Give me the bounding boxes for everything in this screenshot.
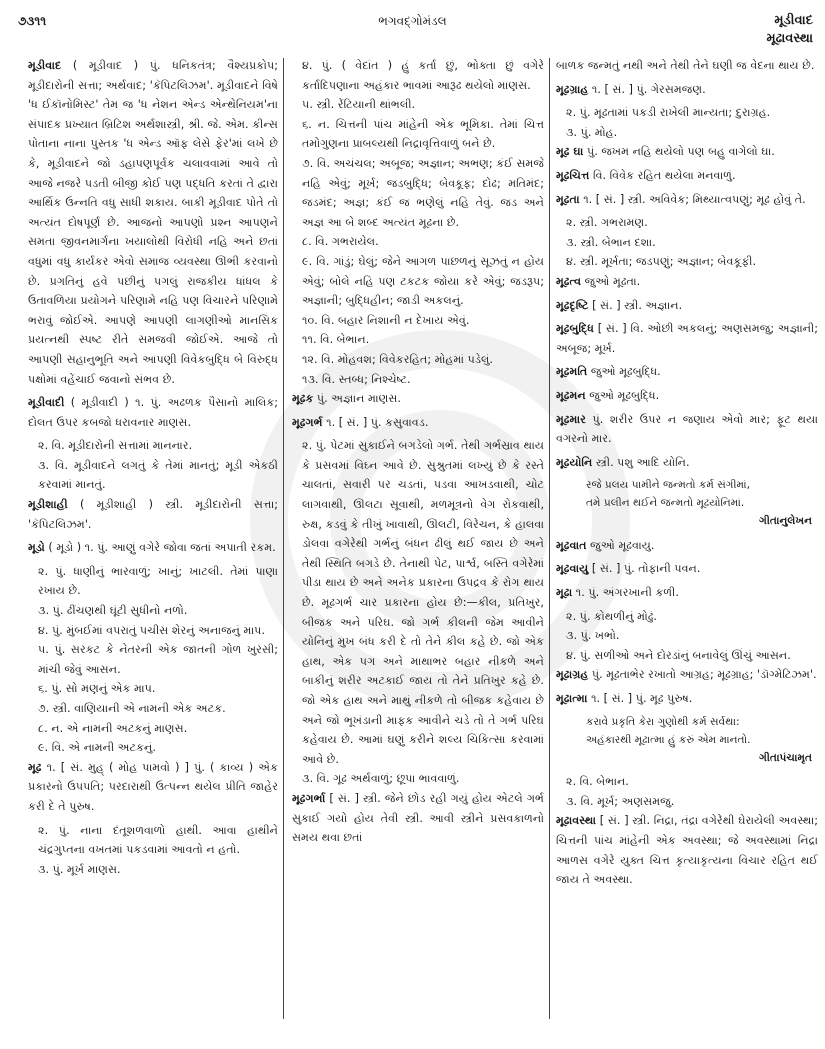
- entry-headword: મૂઢાત્મા: [556, 692, 588, 706]
- entry-headword: મૂડીશાહી: [28, 498, 68, 512]
- dictionary-entry: [556, 296, 818, 316]
- dictionary-entry: [28, 758, 278, 817]
- entry-headword: મૂઢ: [28, 760, 42, 774]
- entry-headword: મૂઢમાર: [556, 412, 586, 426]
- dictionary-entry: [556, 811, 818, 889]
- column-divider: [283, 58, 284, 1019]
- entry-headword: મૂઢવાયુ: [556, 562, 589, 576]
- guide-word-last: મૂઢાવસ્થા: [766, 31, 813, 46]
- entry-sense: ૬. ન. ચિત્તની પાંચ માંહેની એક ભૂમિકા. તેમાં ચિત્ત તમોગુણના પ્રાબલ્યથી નિદ્રાવૃત્તિવાળું બને છે.: [302, 117, 544, 151]
- entry-sense: ૨. પું. નાના દંતૂશળવાળો હાથી. આવા હાથીને ચંદ્રગુપ્તના વખતમાં પકડવામાં આવતો ન હતો.: [38, 823, 278, 857]
- dictionary-entry: [556, 80, 818, 100]
- dictionary-entry: [556, 583, 818, 603]
- entry-headword: મૂઢવાત: [556, 538, 587, 552]
- entry-definition: ( મૂડીવાદી ) ૧. પું. અઢળક પૈસાનો માલિક; દોલત ઉપર કબજો ધરાવનાર માણસ.: [28, 396, 278, 429]
- entry-definition: [ સં. ] વિ. ઓછી અકલનું; અણસમજુ; અજ્ઞાની; અબૂજ; મૂર્ખ.: [556, 322, 818, 355]
- entry-sense: ૪. પું. ( વેદાંત ) હું કર્તા છું, ભોક્તા છું વગેરે કર્તાદિપણાના અહંકાર ભાવમાં આરૂઢ થયેલો માણસ.: [302, 59, 544, 92]
- dictionary-entry: [556, 272, 818, 292]
- dictionary-entry: [556, 142, 818, 162]
- dictionary-entry: [556, 410, 818, 449]
- entry-sense: ૯. વિ. એ નામની અટકનું.: [38, 741, 156, 755]
- entry-sense: ૧૦. વિ. બહાર નિશાની ન દેખાય એવું.: [302, 313, 470, 327]
- entry-sense: ૫. પું. સરકટ કે નેતરની એક જાતની ગોળ ખુરસી; માંચી જેવું આસન.: [38, 643, 278, 676]
- entry-headword: મૂઢમન: [556, 388, 586, 402]
- entry-sense: ૧૧. વિ. બેભાન.: [302, 333, 370, 347]
- entry-sense: ૨. પું. ધાણીનું ભારવાળું; ખાનું; ખાટલી. તેમાં પાણા રખાય છે.: [38, 564, 278, 598]
- entry-definition: જુઓ મૂઢવાયુ.: [590, 538, 655, 552]
- entry-sense: ૮. ન. એ નામની અટકનું માણસ.: [38, 721, 188, 735]
- entry-definition: પું. અજ્ઞાન માણસ.: [316, 392, 401, 406]
- entry-sense: ૩. પું. મોહ.: [566, 125, 618, 139]
- guide-words: [766, 12, 813, 48]
- entry-definition: પું. શરીર ઉપર ન જણાય એવો માર; ફૂટ થયા વગરનો માર.: [556, 412, 818, 446]
- entry-definition: ૧. [ સં. ] સ્ત્રી. અવિવેક; મિથ્યાત્વપણું; મૂઢ હોવું તે.: [583, 192, 806, 206]
- entry-definition: જુઓ મૂઢબુદ્ધિ.: [590, 365, 661, 379]
- entry-definition: ( મૂડીવાદ ) પું. ધનિકતંત્ર; વૈશ્યપ્રકોપ; મૂડીદારોની સત્તા; અર્થવાદ; 'કૅપિટલિઝમ'. મૂડીવાદને વિષે 'ધ ઈકૉનોમિસ્ટ' તેમ જ 'ધ નેશન એન્ડ એન્થેનિયમ'ના સંપાદક પ્રખ્યાત બ્રિટિશ અર્થશાસ્ત્રી, શ્રી. જે. એમ. કીન્સ પોતાના નાના પુસ્તક 'ધ એન્ડ ઑફ લેસે ફેર'માં લખે છે કે, મૂડીવાદને જો ડહાપણપૂર્વક ચલાવવામાં આવે તો આજે નજરે પડતી બીજી કોઈ પણ પદ્ધતિ કરતાં તે દ્વારા આર્થિક ઉન્નતિ વધુ સાધી શકાય. બાકી મૂડીવાદ પોતે તો અત્યંત દોષપૂર્ણ છે. આજનો આપણો પ્રશ્ન આપણને સમતા જીવનમાર્ગના ખયાલોથી વિરોધી નહિ અને છતાં વધુમાં વધુ કાર્યકર એવો સમાજ વ્યવસ્થા ઊભી કરવાનો છે. પ્રગતિનું હવે પછીનું પગલું રાજકીય ધાંધલ કે ઉતાવળિયા પ્રયોગને પરિણામે નહિ પણ વિચારને પરિણામે ભરાવું જોઈએ. આપણે આપણી લાગણીઓ માનસિક પ્રયત્નથી સ્પષ્ટ રીતે સમજવી જોઈએ. આજે તો આપણી સહાનુભૂતિ અને આપણી વિવેકબુદ્ધિ બે વિરુદ્ધ પક્ષોમાં વહેંચાઈ જવાનો સંભવ છે.: [28, 59, 278, 386]
- entry-sense: ૭. વિ. અચંચલ; અબૂજ; અજ્ઞાન; અભણ; કંઈ સમજે નહિ એવું; મૂર્ખ; જડબુદ્ધિ; બેવકૂફ; દોઢ; મતિમંદ; જડમંદ; અજ્ઞ; કંઈ જ ભણેલું નહિ તેવું. જડ અને અજ્ઞ આ બે શબ્દ અત્યંત મૂઢના છે.: [302, 156, 544, 229]
- entry-definition: સ્ત્રી. પશુ આદિ યોનિ.: [595, 455, 690, 469]
- verse-quote-line: તમે પ્રલીન થઈને જન્મતો મૂઢયોનિમાં.: [586, 497, 745, 510]
- verse-source: ગીતાપંચામૃત: [759, 751, 812, 764]
- entry-sense: ૩. પું. મૂર્ખ માણસ.: [38, 862, 121, 876]
- column-1: [28, 56, 278, 1049]
- entry-sense: ૪. પું. મુંબઈમાં વપરાતું પચીસ શેરનું અનાજનું માપ.: [38, 623, 266, 637]
- entry-sense: ૩. વિ. મૂડીવાદને લગતું કે તેમાં માનતું; મૂડી એકઠી કરવામાં માનતું.: [38, 458, 278, 492]
- entry-sense: ૫. સ્ત્રી. રેંટિયાની થાંભલી.: [302, 98, 416, 112]
- entry-sense: ૩. સ્ત્રી. બેભાન દશા.: [566, 235, 656, 249]
- column-2: [292, 56, 544, 1049]
- page-header: [0, 0, 825, 52]
- guide-word-first: મૂડીવાદ: [774, 13, 813, 28]
- page-number: ૭૩૧૧: [18, 14, 47, 28]
- entry-headword: મૂઢગર્ભ: [292, 415, 323, 429]
- entry-definition: જુઓ મૂઢતા.: [584, 274, 641, 288]
- entry-headword: મૂઢાવસ્થા: [556, 814, 597, 828]
- entry-definition: ૧. [ સં. મુહ્ ( મોહ પામવો ) ] પું. ( કાવ્ય ) એક પ્રકારનો ઉપપતિ; પરદારાથી ઉત્પન્ન થયેલ પ્રીતિ જાહેર કરી દે તે પુરુષ.: [28, 760, 278, 813]
- dictionary-entry: [292, 413, 544, 433]
- entry-definition: વિ. વિવેક રહિત થયેલા મનવાળું.: [593, 168, 736, 182]
- entry-headword: મૂઢમતિ: [556, 365, 588, 379]
- entry-headword: મૂઢક: [292, 392, 314, 406]
- entry-sense: ૨. પું. કોથળીનું મોઢું.: [566, 609, 657, 623]
- entry-definition: ( મૂડીશાહી ) સ્ત્રી. મૂડીદારોની સત્તા; 'કૅપિટલિઝમ'.: [28, 498, 278, 531]
- entry-sense: ૩. વિ. ગૂઢ અર્થવાળું; છૂપા ભાવવાળું.: [302, 772, 460, 786]
- entry-headword: મૂઢાગ્રહ: [556, 668, 589, 682]
- entry-sense: ૨. સ્ત્રી. ગભરામણ.: [566, 216, 648, 230]
- dictionary-entry: [556, 453, 818, 473]
- entry-sense: ૬. પું. સો મણનું એક માપ.: [38, 682, 156, 696]
- entry-sense: ૨. પું. મૂઢતામાં પકડી રાખેલી માન્યતા; દુરાગ્રહ.: [566, 106, 771, 120]
- entry-sense: ૪. પું. સળીઓ અને દોરડાંનું બનાવેલું ઊંચું આસન.: [566, 648, 791, 662]
- verse-quote-line: કરાવે પ્રકૃતિ કેરા ગુણોથી કર્મ સર્વથા:: [586, 715, 740, 728]
- dictionary-entry: [28, 56, 278, 389]
- entry-headword: મૂઢત્વ: [556, 274, 582, 288]
- entry-definition: ૧. [ સં. ] પું. કસુવાવડ.: [326, 415, 429, 429]
- entry-continuation: બાળક જન્મતું નથી અને તેથી તેને ઘણી જ વેદના થાય છે.: [556, 59, 815, 72]
- entry-sense: ૨. વિ. બેભાન.: [566, 775, 629, 789]
- entry-definition: ( મૂડો ) ૧. પું. આણું વગેરે જોવા જતાં અપાતી રકમ.: [48, 541, 276, 555]
- dictionary-entry: [556, 319, 818, 358]
- entry-sense: ૩. પું. ખભો.: [566, 629, 620, 643]
- entry-definition: જુઓ મૂઢબુદ્ધિ.: [589, 388, 660, 402]
- entry-headword: મૂઢબુદ્ધિ: [556, 322, 594, 336]
- column-divider: [549, 58, 550, 1019]
- dictionary-entry: [556, 166, 818, 186]
- entry-headword: મૂઢ ઘા: [556, 145, 584, 159]
- dictionary-entry: [28, 538, 278, 558]
- entry-sense: ૩. વિ. મૂર્ખ; અણસમજુ.: [566, 794, 675, 808]
- verse-quote-line: અહંકારથી મૂઢાત્મા હું કરું એમ માનતો.: [586, 733, 751, 746]
- entry-sense: ૧૨. વિ. મોહવશ; વિવેકરહિત; મોહમાં પડેલું.: [302, 352, 493, 366]
- entry-headword: મૂડીવાદ: [28, 59, 62, 72]
- entry-headword: મૂઢગ્રાહ: [556, 82, 589, 96]
- entry-headword: મૂઢા: [556, 586, 573, 600]
- dictionary-entry: [556, 386, 818, 406]
- dictionary-entry: [556, 559, 818, 579]
- verse-quote-line: રજે પ્રલય પામીને જન્મતો કર્મ સંગીમાં,: [586, 479, 750, 492]
- verse-source: ગીતાનુલેખન: [759, 515, 812, 528]
- dictionary-entry: [556, 689, 818, 709]
- entry-sense: ૨. વિ. મૂડીદારોની સત્તામાં માનનાર.: [38, 439, 193, 453]
- dictionary-entry: [292, 389, 544, 409]
- entry-sense: ૩. પું. ઢીંચણથી ઘૂંટી સુધીનો નળો.: [38, 604, 188, 618]
- entry-definition: ૧. [ સં. ] પું. ગેરસમજણ.: [591, 82, 706, 96]
- entry-sense: ૮. વિ. ગભરાયેલ.: [302, 235, 379, 249]
- entry-headword: મૂડીવાદી: [28, 396, 65, 410]
- dictionary-entry: [556, 190, 818, 210]
- entry-headword: મૂઢચિત્ત: [556, 168, 590, 182]
- entry-sense: ૪. સ્ત્રી. મૂર્ખતા; જડપણું; અજ્ઞાન; બેવકૂફી.: [566, 255, 757, 269]
- entry-sense: ૧૩. વિ. સ્તબ્ધ; નિશ્ચેષ્ટ.: [302, 372, 411, 386]
- entry-headword: મૂડો: [28, 541, 45, 555]
- entry-definition: [ સં. ] સ્ત્રી. નિદ્રા, તંદ્રા વગેરેથી ઘેરાયેલી અવસ્થા; ચિત્તની પાંચ માંહેની એક અવસ્થા; જે અવસ્થામાં નિદ્રા આળસ વગેરે યુક્ત ચિત્ત કૃત્યાકૃત્યના વિચાર રહિત થઈ જાય તે અવસ્થા.: [556, 814, 818, 887]
- book-title: ભગવદ્‍ગોમંડલ: [378, 14, 447, 28]
- entry-definition: [ સં. ] સ્ત્રી. અજ્ઞાન.: [592, 298, 683, 312]
- entry-sense: ૭. સ્ત્રી. વાણિયાની એ નામની એક અટક.: [38, 702, 226, 715]
- entry-headword: મૂઢગર્ભા: [292, 791, 326, 805]
- entry-definition: ૧. [ સં. ] પું. મૂઢ પુરુષ.: [591, 692, 693, 706]
- entry-definition: [ સં. ] પું. તોફાની પવન.: [591, 562, 701, 576]
- entry-headword: મૂઢતા: [556, 192, 580, 206]
- dictionary-entry: [28, 495, 278, 534]
- entry-definition: [ સં. ] સ્ત્રી. જેને છોડ રહી ગયું હોય એટલે ગર્ભ સુકાઈ ગયો હોય તેવી સ્ત્રી. આવી સ્ત્રીને પ્રસવકાળનો સમય થવા છતાં: [292, 791, 544, 845]
- entry-sense: ૨. પું. પેટમાં સુકાઈને બગડેલો ગર્ભ. તેથી ગર્ભસ્રાવ થાય કે પ્રસવમાં વિઘ્ન આવે છે. સુશ્રુતમાં લખ્યું છે કે રસ્તે ચાલતાં, સવારી પર ચડતાં, પડવા આખડવાથી, ચોટ લાગવાથી, ઊલટા સૂવાથી, મળમૂત્રનો વેગ રોકવાથી, રુક્ષ, કડવું કે તીખું ખાવાથી, ઊલટી, વિરેચન, કે હાલવા ડોલવા વગેરેથી ગર્ભનું બંધન ઢીલું થઈ જાય છે અને તેથી સ્થિતિ બગડે છે. તેનાથી પેટ, પાર્શ્વ, બસ્તિ વગેરેમાં પીડા થાય છે અને અનેક પ્રકારના ઉપદ્રવ કે રોગ થાય છે. મૂઢગર્ભ ચાર પ્રકારના હોય છે:—કીલ, પ્રતિખુર, બીજક અને પરિઘ. જો ગર્ભ કીલની જેમ આવીને યોનિનું મુખ બંધ કરી દે તો તેને કીલ કહે છે. જો એક હાથ, એક પગ અને માથાભર બહાર નીકળે અને બાકીનું શરીર અટકાઈ જાય તો તેને પ્રતિખુર કહે છે. જો એક હાથ અને માથું નીકળે તો બીજક કહેવાય છે અને જો ભૂખંડાની માફક આવીને ચડે તો તે ગર્ભ પરિઘ કહેવાય છે. આમાં ઘણું કરીને શલ્ય ચિકિત્સા કરવામાં આવે છે.: [302, 439, 544, 766]
- entry-headword: મૂઢદૃષ્ટિ: [556, 298, 589, 312]
- entry-headword: મૂઢયોનિ: [556, 455, 593, 469]
- dictionary-entry: [556, 665, 818, 685]
- entry-definition: પું. જખમ નહિ થયેલો પણ બહુ વાગેલો ઘા.: [586, 145, 775, 159]
- dictionary-entry: [28, 393, 278, 432]
- column-3: [556, 56, 818, 1049]
- dictionary-entry: [556, 362, 818, 382]
- entry-sense: ૯. વિ. ગાંડું; ઘેલું; જેને આગળ પાછળનું સૂઝતું ન હોય એવું; બોલે નહિ પણ ટકટક જોયા કરે એવું; જડરૂપ; અજ્ઞાની; બુદ્ધિહીન; જાડી અકલનું.: [302, 254, 544, 308]
- entry-definition: પું. મૂઢતાભેર રખાતો આગ્રહ; મૂઢગ્રાહ; 'ડૉગ્મેટિઝમ'.: [591, 668, 817, 682]
- entry-definition: ૧. પું. અંગરખાની કળી.: [575, 586, 679, 600]
- dictionary-entry: [556, 536, 818, 556]
- dictionary-entry: [292, 789, 544, 848]
